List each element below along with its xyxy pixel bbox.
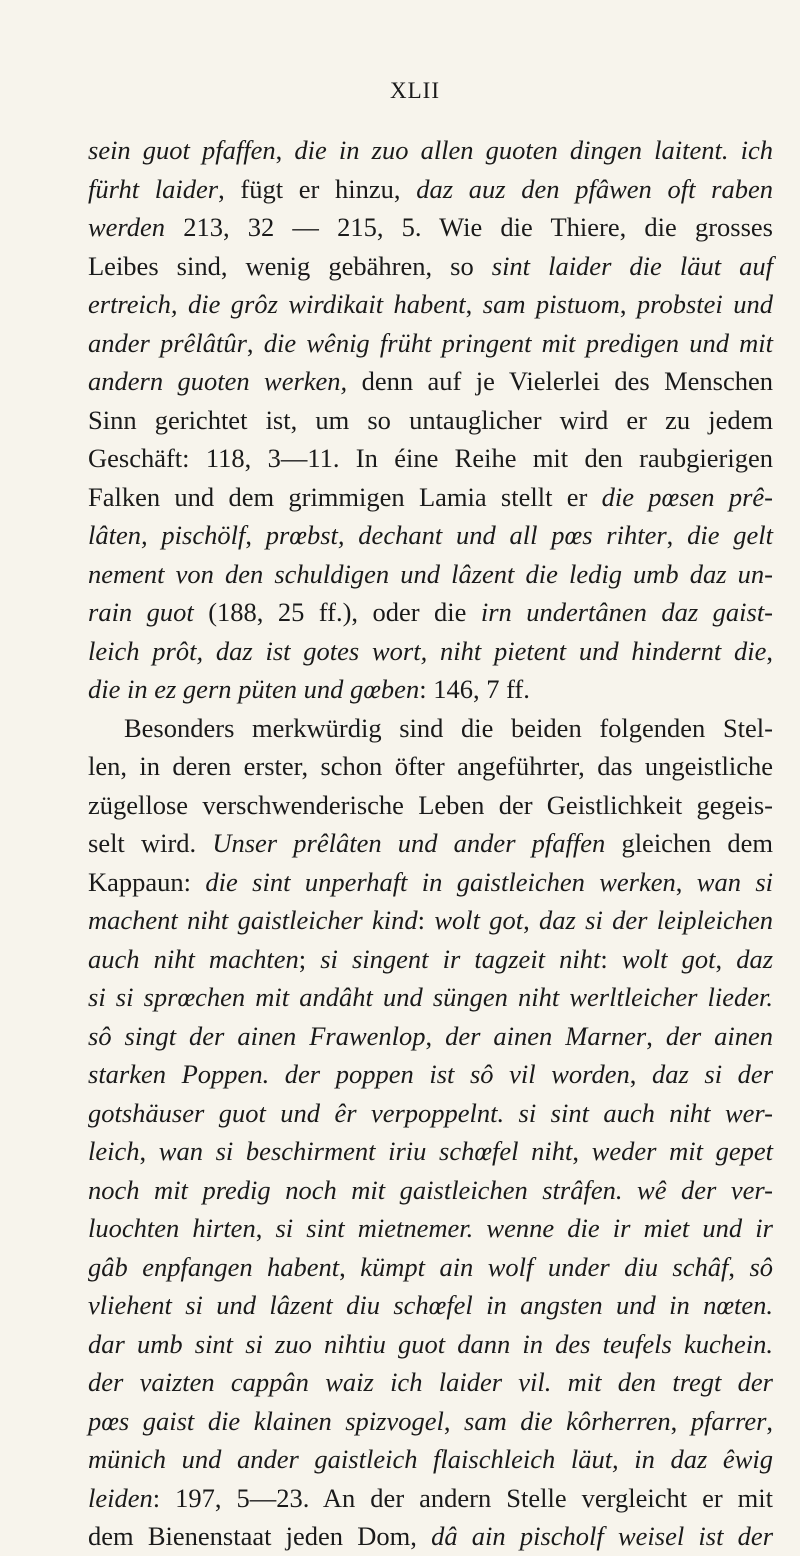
text-line: selt wird. Unser prêlâten und ander pfaffen gleichen dem bbox=[88, 828, 774, 858]
text-line: Besonders merkwürdig sind die beiden folgenden Stel- bbox=[124, 712, 773, 743]
text-line: rain guot (188, 25 ff.), oder die irn undertânen daz gaist- bbox=[88, 597, 774, 627]
text-line: Falken und dem grimmigen Lamia stellt er die pœsen prê- bbox=[88, 481, 773, 512]
text-line: len, in deren erster, schon öfter angeführter, das ungeistliche bbox=[88, 751, 773, 781]
page-number-header: XLII bbox=[390, 78, 440, 103]
text-line: Kappaun: die sint unperhaft in gaistleichen werken, wan si bbox=[88, 866, 774, 897]
text-line: si si sprœchen mit andâht und süngen niht werltleicher lieder. bbox=[88, 982, 773, 1012]
text-line: lâten, pischölf, prœbst, dechant und all pœs rihter, die gelt bbox=[88, 520, 773, 550]
text-line: münich und ander gaistleich flaischleich läut, in daz êwig bbox=[88, 1444, 773, 1474]
text-line: auch niht machten; si singent ir tagzeit niht: wolt got, daz bbox=[88, 943, 774, 974]
text-line: dem Bienenstaat jeden Dom, dâ ain pischolf weisel ist der bbox=[88, 1521, 774, 1551]
text-line: nement von den schuldigen und lâzent die ledig umb daz un- bbox=[88, 558, 773, 589]
text-line: leiden: 197, 5—23. An der andern Stelle vergleicht er mit bbox=[88, 1482, 773, 1513]
text-line: Leibes sind, wenig gebähren, so sint laider die läut auf bbox=[88, 250, 773, 281]
text-line: gotshäuser guot und êr verpoppelnt. si sint auch niht wer- bbox=[88, 1097, 773, 1128]
text-line: fürht laider, fügt er hinzu, daz auz den pfâwen oft raben bbox=[88, 173, 773, 204]
text-line: noch mit predig noch mit gaistleichen strâfen. wê der ver- bbox=[88, 1174, 773, 1205]
text-line: andern guoten werken, denn auf je Vielerlei des Menschen bbox=[88, 366, 773, 396]
text-line: sein guot pfaffen, die in zuo allen guoten dingen laitent. ich bbox=[88, 135, 774, 165]
text-line: dar umb sint si zuo nihtiu guot dann in des teufels kuchein. bbox=[88, 1328, 773, 1359]
text-line: zügellose verschwenderische Leben der Geistlichkeit gegeis- bbox=[88, 789, 773, 820]
text-line: die in ez gern püten und gœben: 146, 7 ff. bbox=[88, 674, 530, 704]
text-line: leich, wan si beschirment iriu schœfel niht, weder mit gepet bbox=[88, 1136, 774, 1166]
text-line: pœs gaist die klainen spizvogel, sam die kôrherren, pfarrer, bbox=[88, 1405, 774, 1436]
body-text bbox=[88, 131, 773, 1556]
text-line: ander prêlâtûr, die wênig früht pringent mit predigen und mit bbox=[88, 327, 774, 358]
text-line: der vaizten cappân waiz ich laider vil. mit den tregt der bbox=[88, 1367, 773, 1397]
text-line: luochten hirten, si sint mietnemer. wenne die ir miet und ir bbox=[88, 1213, 773, 1243]
text-line: leich prôt, daz ist gotes wort, niht pietent und hindernt die, bbox=[88, 635, 773, 666]
text-line: ertreich, die grôz wirdikait habent, sam pistuom, probstei und bbox=[88, 289, 773, 319]
text-line: machent niht gaistleicher kind: wolt got, daz si der leipleichen bbox=[88, 905, 773, 935]
text-line: werden 213, 32 — 215, 5. Wie die Thiere, die grosses bbox=[88, 212, 773, 242]
text-line: sô singt der ainen Frawenlop, der ainen Marner, der ainen bbox=[88, 1020, 774, 1051]
text-line: gâb enpfangen habent, kümpt ain wolf under diu schâf, sô bbox=[88, 1251, 774, 1282]
text-line: starken Poppen. der poppen ist sô vil worden, daz si der bbox=[88, 1059, 774, 1089]
text-line: Sinn gerichtet ist, um so untauglicher wird er zu jedem bbox=[88, 404, 773, 435]
text-line: Geschäft: 118, 3—11. In éine Reihe mit den raubgierigen bbox=[88, 443, 773, 473]
text-line: vliehent si und lâzent diu schœfel in angsten und in nœten. bbox=[88, 1290, 773, 1320]
